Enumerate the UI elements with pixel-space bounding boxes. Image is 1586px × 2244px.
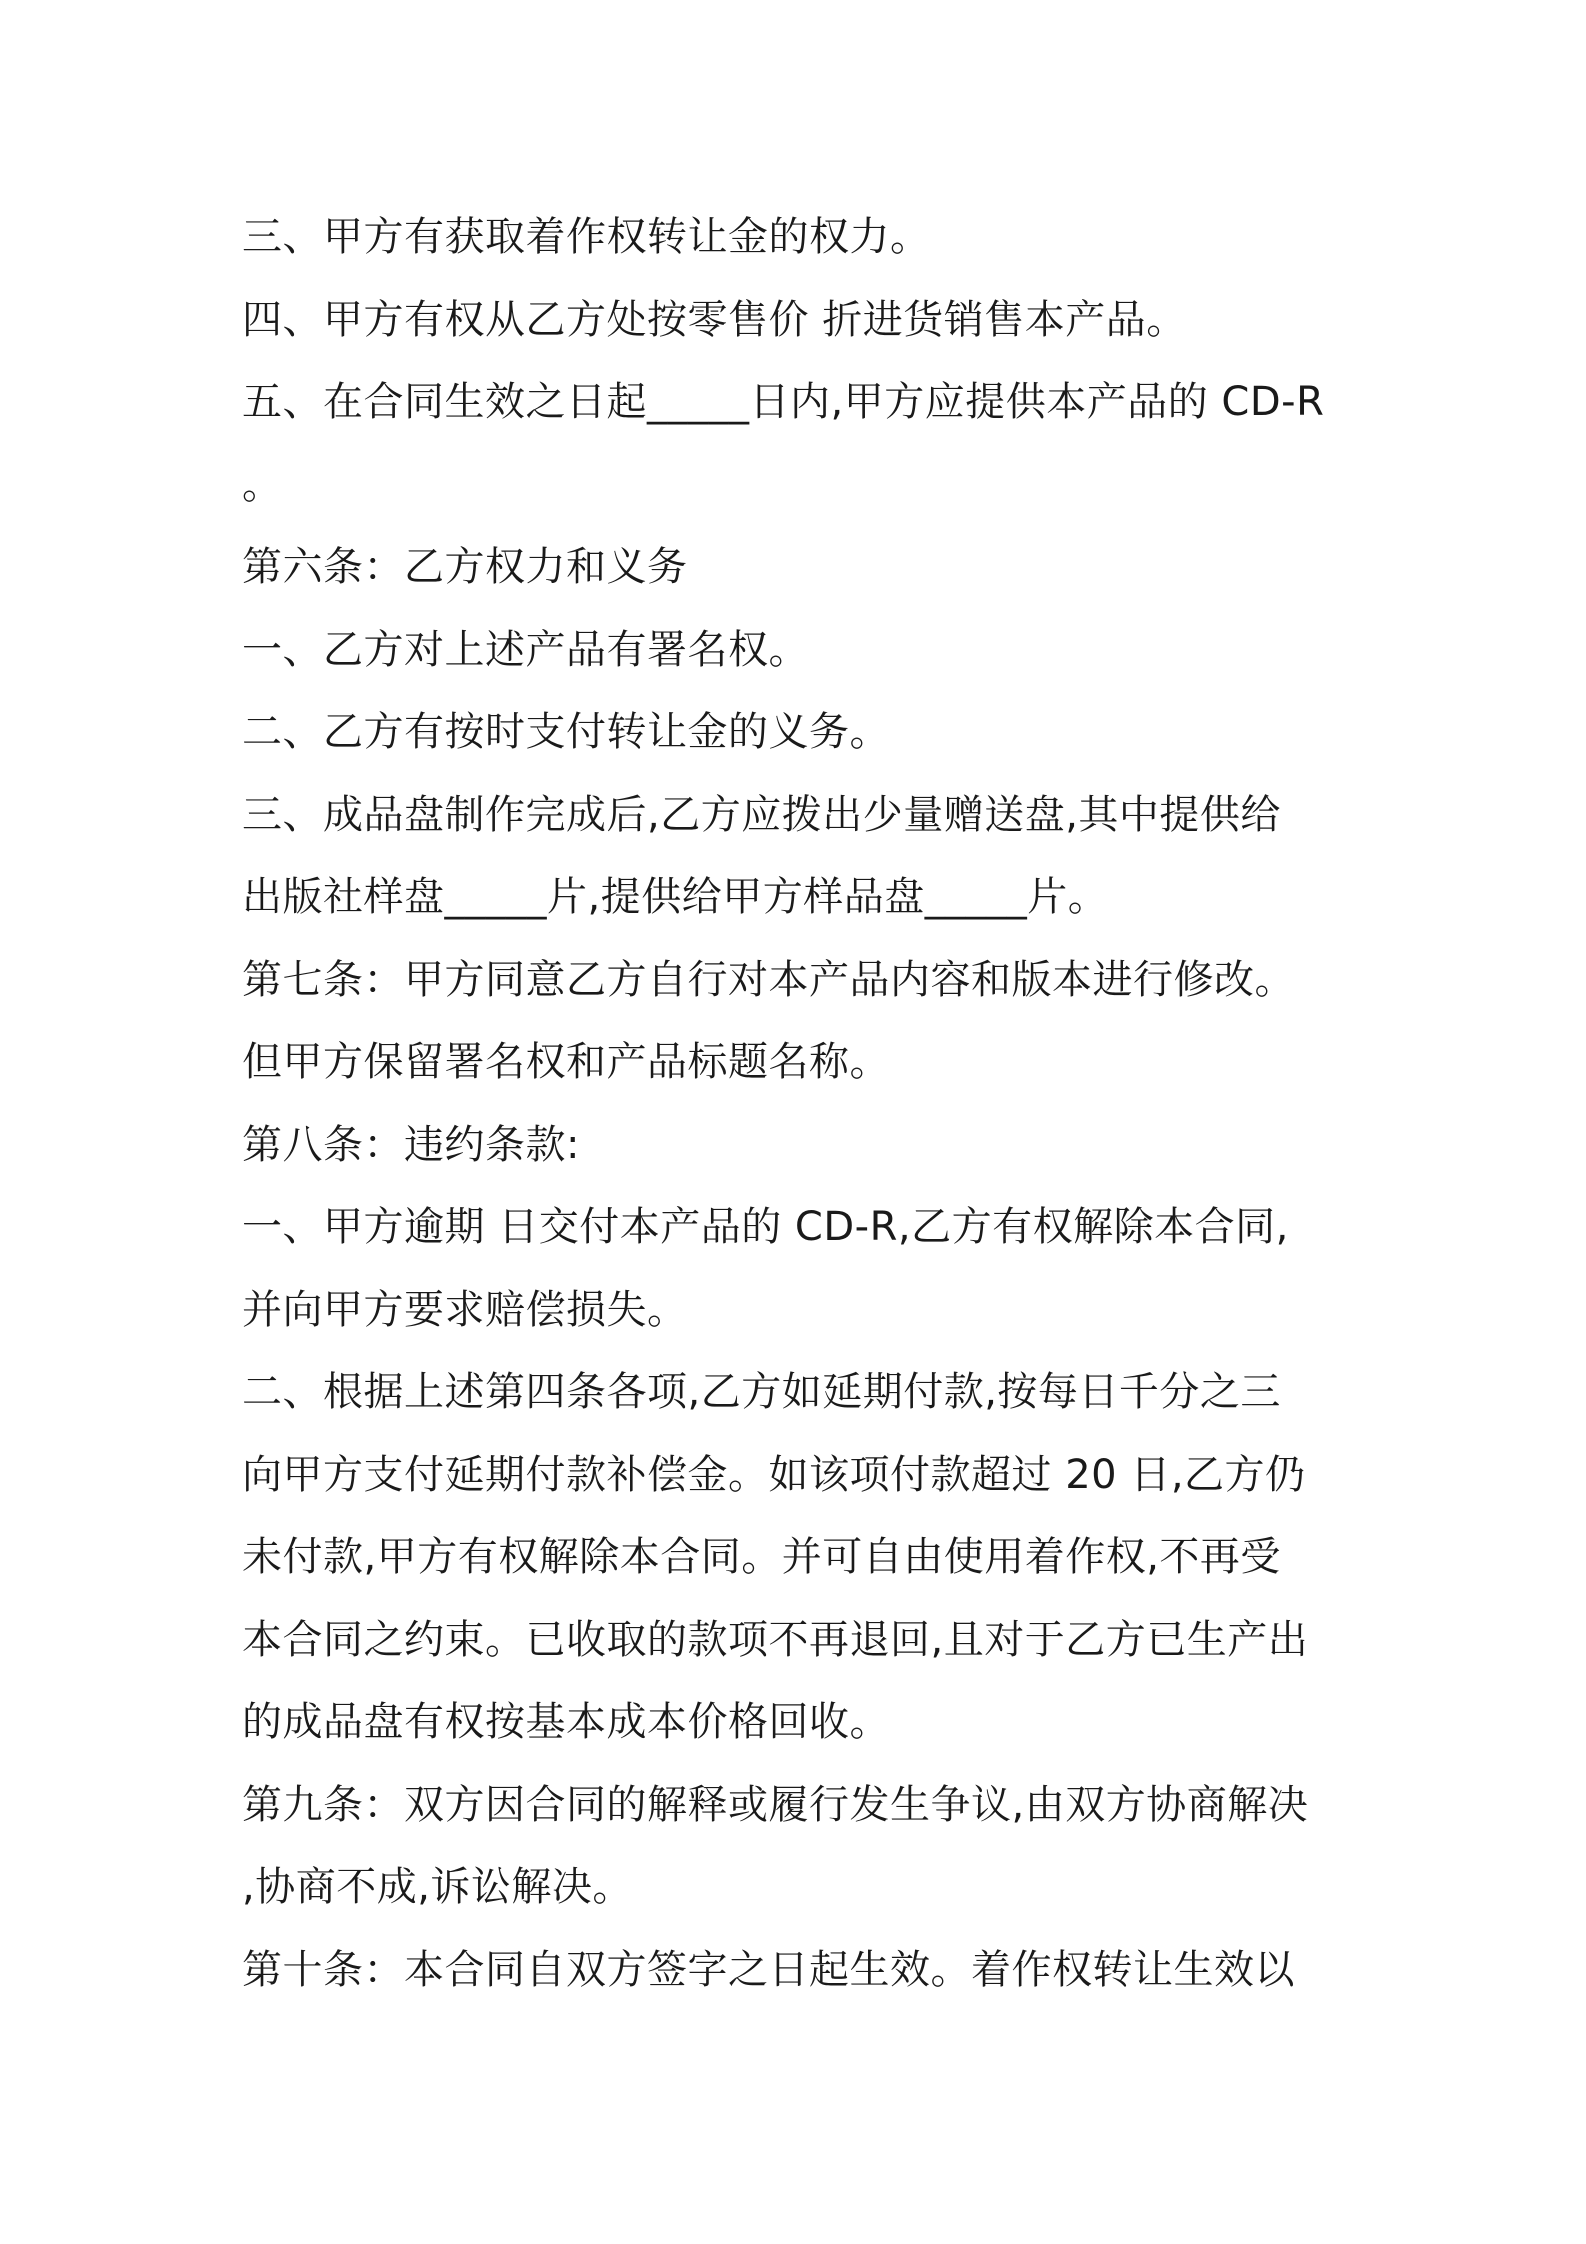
article-9-line: 第九条：双方因合同的解释或履行发生争议,由双方协商解决 [242, 1781, 1309, 1828]
clause-line-party-b-1: 一、乙方对上述产品有署名权。 [242, 626, 809, 673]
article-10-line: 第十条：本合同自双方签字之日起生效。着作权转让生效以 [242, 1946, 1295, 1993]
breach-clause-2-cont-1: 向甲方支付延期付款补偿金。如该项付款超过 20 日,乙方仍 [242, 1451, 1306, 1498]
clause-line-party-b-3-cont: 出版社样盘_____片,提供给甲方样品盘_____片。 [242, 874, 1109, 920]
article-7-line-cont: 但甲方保留署名权和产品标题名称。 [242, 1039, 890, 1085]
breach-clause-2-cont-4: 的成品盘有权按基本成本价格回收。 [242, 1699, 890, 1745]
clause-line-party-a-5-cont: 。 [242, 461, 283, 508]
clause-line-party-b-2: 二、乙方有按时支付转让金的义务。 [242, 709, 890, 755]
article-7-line: 第七条：甲方同意乙方自行对本产品内容和版本进行修改。 [242, 956, 1295, 1003]
breach-clause-1: 一、甲方逾期 日交付本产品的 CD-R,乙方有权解除本合同, [242, 1204, 1289, 1250]
article-9-line-cont: ,协商不成,诉讼解决。 [242, 1864, 633, 1910]
clause-line-party-a-4: 四、甲方有权从乙方处按零售价 折进货销售本产品。 [242, 296, 1187, 343]
breach-clause-2-cont-2: 未付款,甲方有权解除本合同。并可自由使用着作权,不再受 [242, 1534, 1281, 1580]
breach-clause-2: 二、根据上述第四条各项,乙方如延期付款,按每日千分之三 [242, 1369, 1281, 1415]
clause-line-party-a-5: 五、在合同生效之日起_____日内,甲方应提供本产品的 CD-R [242, 379, 1325, 425]
breach-clause-1-cont: 并向甲方要求赔偿损失。 [242, 1286, 688, 1333]
breach-clause-2-cont-3: 本合同之约束。已收取的款项不再退回,且对于乙方已生产出 [242, 1616, 1309, 1663]
article-8-heading: 第八条：违约条款: [242, 1121, 580, 1168]
contract-body [242, 196, 1362, 2011]
clause-line-party-a-3: 三、甲方有获取着作权转让金的权力。 [242, 214, 931, 260]
clause-line-party-b-3: 三、成品盘制作完成后,乙方应拨出少量赠送盘,其中提供给 [242, 791, 1281, 838]
article-6-heading: 第六条：乙方权力和义务 [242, 544, 688, 590]
